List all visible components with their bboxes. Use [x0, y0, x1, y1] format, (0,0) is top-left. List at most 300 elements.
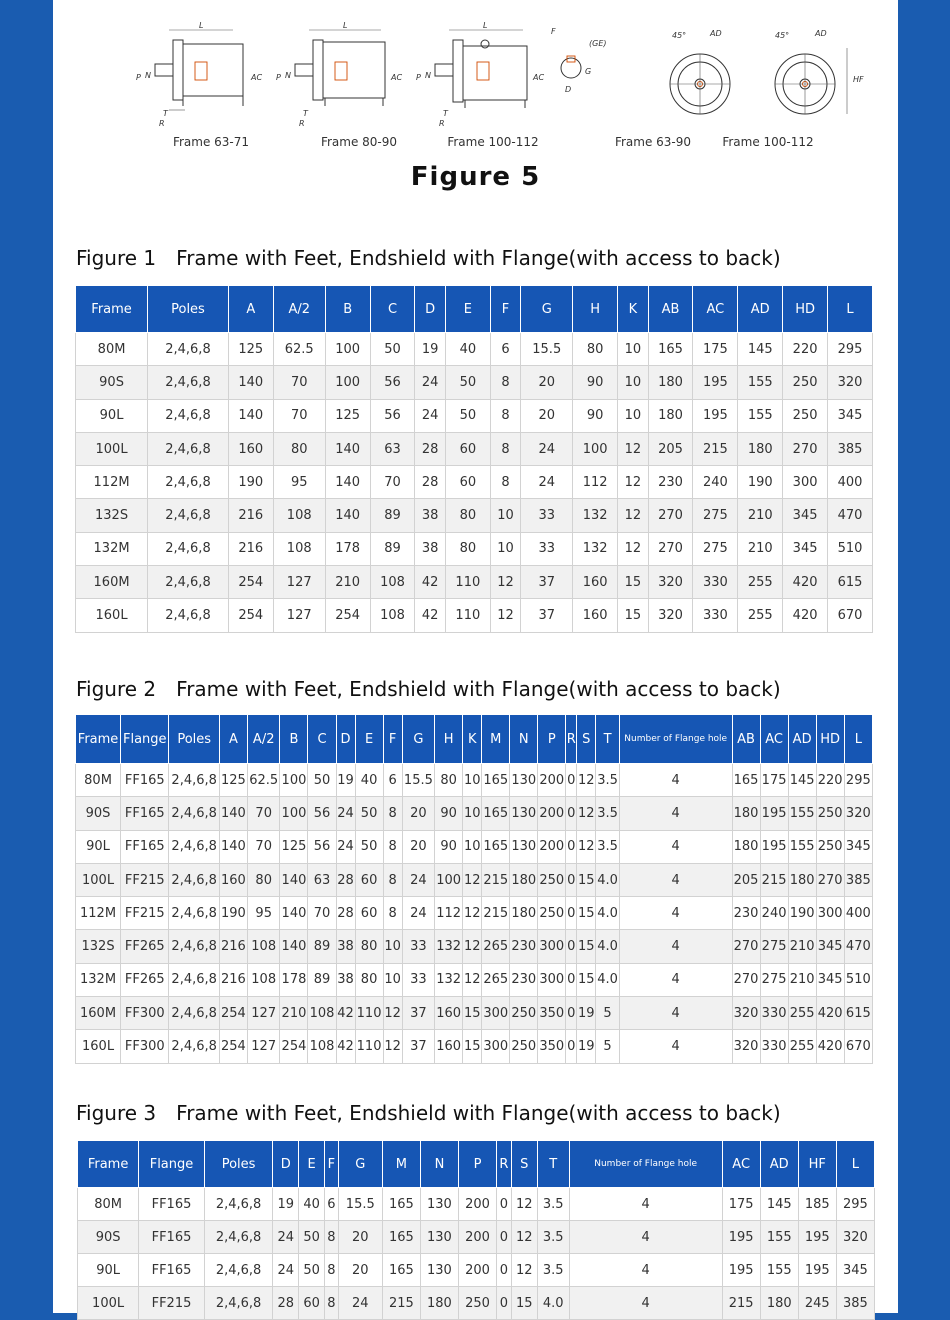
table-cell: 240	[693, 466, 738, 499]
table-cell: 4	[569, 1221, 722, 1254]
table-cell: 24	[402, 897, 435, 930]
table-cell: 0	[497, 1254, 512, 1287]
table-cell: 62.5	[273, 333, 325, 366]
table-cell: 200	[458, 1254, 496, 1287]
table-cell: 200	[538, 830, 566, 863]
table-cell: 3.5	[596, 830, 620, 863]
table-cell: 215	[382, 1287, 420, 1320]
table-cell: 216	[219, 963, 247, 996]
table-cell: 320	[648, 599, 693, 632]
table-cell: 112M	[76, 897, 121, 930]
table-cell: 254	[219, 1030, 247, 1063]
svg-text:L: L	[483, 21, 488, 30]
table-cell: 165	[648, 333, 693, 366]
table-cell: 40	[355, 764, 383, 797]
table-cell: 270	[648, 532, 693, 565]
table-cell: 2,4,6,8	[148, 432, 229, 465]
svg-text:T: T	[303, 109, 308, 118]
table-cell: 165	[732, 764, 760, 797]
table-cell: 230	[648, 466, 693, 499]
table-cell: 38	[415, 499, 445, 532]
table-row	[76, 366, 873, 399]
table-cell: 127	[247, 1030, 280, 1063]
table-cell: 254	[325, 599, 370, 632]
table-row	[76, 333, 873, 366]
table-cell: 70	[247, 797, 280, 830]
table-cell: 4.0	[596, 897, 620, 930]
table-cell: 130	[420, 1254, 458, 1287]
drawing-frame-63-71	[133, 18, 263, 128]
table-cell: 195	[798, 1254, 836, 1287]
table-cell: 130	[510, 830, 538, 863]
table-row	[76, 466, 873, 499]
table-cell: FF165	[121, 797, 169, 830]
table-cell: 80	[445, 499, 490, 532]
table-cell: 420	[816, 1030, 844, 1063]
table-cell: 250	[538, 897, 566, 930]
figure2-title: Figure 2 Frame with Feet, Endshield with Flange(with access to back)	[76, 677, 781, 701]
svg-text:N: N	[425, 71, 431, 80]
table-cell: 4	[619, 997, 732, 1030]
table-cell: 2,4,6,8	[169, 997, 219, 1030]
table-cell: 100	[435, 863, 463, 896]
column-header: C	[308, 715, 336, 764]
table-cell: 4.0	[596, 930, 620, 963]
table-cell: 112	[435, 897, 463, 930]
table-cell: 38	[336, 930, 355, 963]
table-cell: 12	[577, 797, 596, 830]
column-header: F	[325, 1141, 339, 1188]
svg-text:F: F	[551, 27, 556, 36]
table-cell: 20	[338, 1221, 382, 1254]
table-cell: 90S	[76, 366, 148, 399]
table-cell: 275	[693, 499, 738, 532]
table-cell: 12	[383, 997, 402, 1030]
table-cell: 210	[280, 997, 308, 1030]
table-cell: 15	[577, 863, 596, 896]
table-cell: 8	[383, 830, 402, 863]
table-cell: 108	[308, 997, 336, 1030]
table-cell: 50	[308, 764, 336, 797]
table-cell: 165	[382, 1221, 420, 1254]
table-cell: FF165	[121, 764, 169, 797]
caption-flange-63-90: Frame 63-90	[614, 135, 692, 149]
table-cell: 140	[228, 399, 273, 432]
table-cell: 20	[338, 1254, 382, 1287]
table-cell: 50	[370, 333, 415, 366]
table-cell: 127	[247, 997, 280, 1030]
svg-text:G: G	[585, 67, 592, 76]
column-header: M	[382, 1141, 420, 1188]
column-header: R	[497, 1141, 512, 1188]
table-cell: 2,4,6,8	[148, 566, 229, 599]
table-cell: 345	[816, 963, 844, 996]
table-cell: 145	[760, 1188, 798, 1221]
table-cell: 15	[618, 566, 648, 599]
column-header: Poles	[148, 286, 229, 333]
table-cell: 15	[577, 897, 596, 930]
table-cell: 3.5	[537, 1221, 569, 1254]
table-cell: 2,4,6,8	[148, 366, 229, 399]
table-cell: 195	[693, 366, 738, 399]
table-cell: 320	[732, 997, 760, 1030]
table-cell: 60	[445, 466, 490, 499]
table-cell: FF215	[121, 897, 169, 930]
table-cell: 24	[336, 830, 355, 863]
table-cell: 110	[445, 566, 490, 599]
table-cell: 165	[482, 830, 510, 863]
table-cell: 175	[722, 1188, 760, 1221]
table-row	[76, 432, 873, 465]
table-cell: 8	[325, 1254, 339, 1287]
table-cell: 4	[619, 797, 732, 830]
table-cell: 28	[336, 897, 355, 930]
table-cell: 12	[490, 566, 520, 599]
caption-frame-63-71: Frame 63-71	[172, 135, 250, 149]
table-cell: 180	[732, 797, 760, 830]
table-cell: 210	[788, 930, 816, 963]
drawing-shaft-end	[543, 18, 607, 108]
table-cell: 230	[510, 963, 538, 996]
table-row	[76, 963, 873, 996]
figure2-table	[75, 714, 873, 1064]
table-cell: 28	[336, 863, 355, 896]
table-cell: 295	[836, 1188, 874, 1221]
table-cell: 400	[844, 897, 872, 930]
column-header: Frame	[76, 715, 121, 764]
table-header-row	[78, 1141, 875, 1188]
table-cell: 42	[336, 1030, 355, 1063]
table-cell: 89	[308, 963, 336, 996]
table-cell: 200	[458, 1221, 496, 1254]
table-cell: 33	[521, 532, 573, 565]
table-cell: 4	[569, 1254, 722, 1287]
table-cell: 125	[228, 333, 273, 366]
table-cell: 330	[693, 599, 738, 632]
table-cell: 155	[760, 1221, 798, 1254]
table-cell: 265	[482, 930, 510, 963]
table-cell: 250	[538, 863, 566, 896]
table-cell: 178	[280, 963, 308, 996]
table-cell: 295	[844, 764, 872, 797]
table-cell: 10	[383, 963, 402, 996]
table-cell: 33	[402, 930, 435, 963]
table-cell: 6	[325, 1188, 339, 1221]
table-cell: 0	[566, 963, 577, 996]
table-cell: 110	[445, 599, 490, 632]
column-header: A	[228, 286, 273, 333]
table-cell: 15.5	[402, 764, 435, 797]
table-cell: 50	[445, 399, 490, 432]
svg-text:AC: AC	[251, 73, 263, 82]
table-cell: 320	[844, 797, 872, 830]
table-cell: FF265	[121, 963, 169, 996]
table-cell: 295	[828, 333, 873, 366]
table-cell: 195	[722, 1254, 760, 1287]
table-cell: 80	[247, 863, 280, 896]
table-cell: 12	[463, 863, 482, 896]
table-cell: 190	[738, 466, 783, 499]
table-cell: 350	[538, 1030, 566, 1063]
table-cell: 615	[828, 566, 873, 599]
table-row	[76, 897, 873, 930]
table-cell: 100	[280, 764, 308, 797]
table-cell: 4.0	[596, 863, 620, 896]
table-cell: 0	[566, 997, 577, 1030]
column-header: Frame	[76, 286, 148, 333]
table-cell: 4.0	[537, 1287, 569, 1320]
svg-text:AD: AD	[815, 29, 827, 38]
table-row	[78, 1188, 875, 1221]
table-cell: 70	[370, 466, 415, 499]
svg-text:P: P	[416, 73, 421, 82]
table-cell: 90S	[76, 797, 121, 830]
table-cell: 470	[828, 499, 873, 532]
table-cell: 3.5	[537, 1254, 569, 1287]
table-cell: 250	[510, 997, 538, 1030]
table-cell: 160	[435, 1030, 463, 1063]
table-cell: 300	[538, 963, 566, 996]
table-cell: 250	[783, 366, 828, 399]
table-cell: 190	[219, 897, 247, 930]
table-cell: 8	[490, 432, 520, 465]
column-header: Flange	[139, 1141, 205, 1188]
table-cell: 95	[273, 466, 325, 499]
table-cell: 0	[566, 1030, 577, 1063]
svg-text:(GE): (GE)	[589, 39, 607, 48]
table-cell: 15	[511, 1287, 537, 1320]
table-cell: 100	[325, 366, 370, 399]
column-header: P	[538, 715, 566, 764]
table-cell: 110	[355, 1030, 383, 1063]
table-cell: 19	[577, 1030, 596, 1063]
table-cell: 62.5	[247, 764, 280, 797]
column-header: E	[355, 715, 383, 764]
table-cell: 4	[619, 764, 732, 797]
table-cell: 8	[490, 399, 520, 432]
column-header: L	[844, 715, 872, 764]
table-cell: 89	[370, 499, 415, 532]
table-cell: 250	[458, 1287, 496, 1320]
svg-text:D: D	[565, 85, 572, 94]
table-cell: 205	[648, 432, 693, 465]
table-cell: 60	[355, 897, 383, 930]
table-cell: 127	[273, 599, 325, 632]
table-cell: FF165	[139, 1188, 205, 1221]
table-cell: 5	[596, 1030, 620, 1063]
table-row	[76, 997, 873, 1030]
column-header: K	[463, 715, 482, 764]
table-cell: 320	[836, 1221, 874, 1254]
table-cell: 132	[573, 532, 618, 565]
table-cell: 250	[783, 399, 828, 432]
table-cell: 15	[577, 930, 596, 963]
table-cell: 12	[618, 466, 648, 499]
table-cell: 19	[336, 764, 355, 797]
column-header: B	[325, 286, 370, 333]
table-cell: 12	[463, 963, 482, 996]
table-cell: 300	[538, 930, 566, 963]
table-cell: 60	[355, 863, 383, 896]
table-cell: 330	[760, 1030, 788, 1063]
table-row	[76, 1030, 873, 1063]
table-cell: 56	[308, 830, 336, 863]
table-cell: 195	[760, 830, 788, 863]
table-cell: 2,4,6,8	[148, 599, 229, 632]
table-cell: 160L	[76, 1030, 121, 1063]
table-cell: 60	[445, 432, 490, 465]
table-cell: 185	[798, 1188, 836, 1221]
table-cell: 145	[738, 333, 783, 366]
table-cell: FF165	[139, 1221, 205, 1254]
table-cell: 2,4,6,8	[204, 1188, 273, 1221]
table-cell: 24	[521, 466, 573, 499]
column-header: D	[273, 1141, 299, 1188]
table-cell: 245	[798, 1287, 836, 1320]
table-cell: 90	[573, 366, 618, 399]
table-row	[76, 566, 873, 599]
table-cell: 12	[618, 432, 648, 465]
table-cell: 615	[844, 997, 872, 1030]
table-cell: 275	[760, 963, 788, 996]
table-cell: 90S	[78, 1221, 139, 1254]
column-header: HD	[783, 286, 828, 333]
table-cell: FF215	[121, 863, 169, 896]
table-cell: 300	[482, 997, 510, 1030]
table-cell: 345	[828, 399, 873, 432]
table-cell: 56	[308, 797, 336, 830]
svg-text:45°: 45°	[672, 31, 687, 40]
svg-text:L: L	[343, 21, 348, 30]
column-header: E	[299, 1141, 325, 1188]
table-cell: 100	[325, 333, 370, 366]
table-cell: 40	[445, 333, 490, 366]
table-cell: FF300	[121, 1030, 169, 1063]
table-cell: 80	[355, 930, 383, 963]
table-cell: 56	[370, 366, 415, 399]
table-cell: 155	[788, 830, 816, 863]
svg-text:R: R	[159, 119, 165, 128]
column-header: M	[482, 715, 510, 764]
caption-flange-100-112: Frame 100-112	[722, 135, 814, 149]
svg-text:R: R	[299, 119, 305, 128]
table-cell: 140	[325, 466, 370, 499]
caption-frame-100-112: Frame 100-112	[447, 135, 539, 149]
table-cell: 220	[783, 333, 828, 366]
drawing-frame-80-90	[273, 18, 403, 128]
table-cell: 180	[510, 863, 538, 896]
table-cell: 37	[521, 599, 573, 632]
table-cell: 132	[573, 499, 618, 532]
table-cell: 385	[828, 432, 873, 465]
table-cell: 270	[732, 930, 760, 963]
table-cell: 254	[219, 997, 247, 1030]
table-cell: 24	[415, 366, 445, 399]
figure1-table	[75, 285, 873, 633]
table-cell: 180	[648, 366, 693, 399]
table-cell: 165	[382, 1254, 420, 1287]
table-cell: 250	[816, 797, 844, 830]
table-cell: 215	[693, 432, 738, 465]
table-cell: 470	[844, 930, 872, 963]
table-cell: 140	[280, 930, 308, 963]
table-cell: 0	[566, 797, 577, 830]
column-header: AC	[760, 715, 788, 764]
table-cell: 80	[435, 764, 463, 797]
table-cell: 190	[228, 466, 273, 499]
column-header: S	[511, 1141, 537, 1188]
table-cell: 10	[618, 399, 648, 432]
table-cell: 670	[828, 599, 873, 632]
table-cell: 180	[510, 897, 538, 930]
table-cell: 24	[338, 1287, 382, 1320]
table-cell: 3.5	[596, 797, 620, 830]
table-cell: 33	[521, 499, 573, 532]
column-header: AD	[788, 715, 816, 764]
table-cell: 216	[228, 499, 273, 532]
table-cell: 8	[325, 1221, 339, 1254]
table-cell: 270	[816, 863, 844, 896]
drawing-frame-100-112	[413, 18, 553, 128]
table-cell: 165	[382, 1188, 420, 1221]
table-cell: 130	[420, 1221, 458, 1254]
table-cell: 250	[816, 830, 844, 863]
table-cell: 400	[828, 466, 873, 499]
column-header: Number of Flange hole	[619, 715, 732, 764]
column-header: E	[445, 286, 490, 333]
table-cell: 108	[273, 499, 325, 532]
table-cell: 195	[798, 1221, 836, 1254]
column-header: F	[490, 286, 520, 333]
table-cell: 2,4,6,8	[169, 963, 219, 996]
table-cell: 0	[497, 1287, 512, 1320]
table-cell: 275	[693, 532, 738, 565]
table-cell: 254	[228, 566, 273, 599]
table-cell: 10	[463, 830, 482, 863]
table-cell: FF215	[139, 1287, 205, 1320]
svg-text:AC: AC	[533, 73, 545, 82]
table-cell: 345	[783, 499, 828, 532]
table-cell: 140	[228, 366, 273, 399]
table-cell: 28	[273, 1287, 299, 1320]
table-cell: 210	[738, 499, 783, 532]
column-header: A/2	[247, 715, 280, 764]
table-cell: 100L	[78, 1287, 139, 1320]
table-cell: 165	[482, 797, 510, 830]
table-cell: 125	[280, 830, 308, 863]
table-cell: 12	[577, 830, 596, 863]
table-cell: 8	[490, 366, 520, 399]
table-row	[78, 1254, 875, 1287]
table-cell: 24	[521, 432, 573, 465]
table-cell: 6	[490, 333, 520, 366]
table-cell: 330	[760, 997, 788, 1030]
table-cell: 90L	[76, 830, 121, 863]
svg-text:P: P	[276, 73, 281, 82]
table-cell: 108	[273, 532, 325, 565]
table-cell: 89	[370, 532, 415, 565]
table-cell: 350	[538, 997, 566, 1030]
table-cell: 320	[732, 1030, 760, 1063]
table-cell: 0	[497, 1188, 512, 1221]
table-cell: 2,4,6,8	[148, 532, 229, 565]
table-cell: 37	[402, 1030, 435, 1063]
svg-text:N: N	[285, 71, 291, 80]
column-header: HF	[798, 1141, 836, 1188]
table-cell: 108	[247, 930, 280, 963]
table-cell: 8	[383, 863, 402, 896]
column-header: H	[435, 715, 463, 764]
